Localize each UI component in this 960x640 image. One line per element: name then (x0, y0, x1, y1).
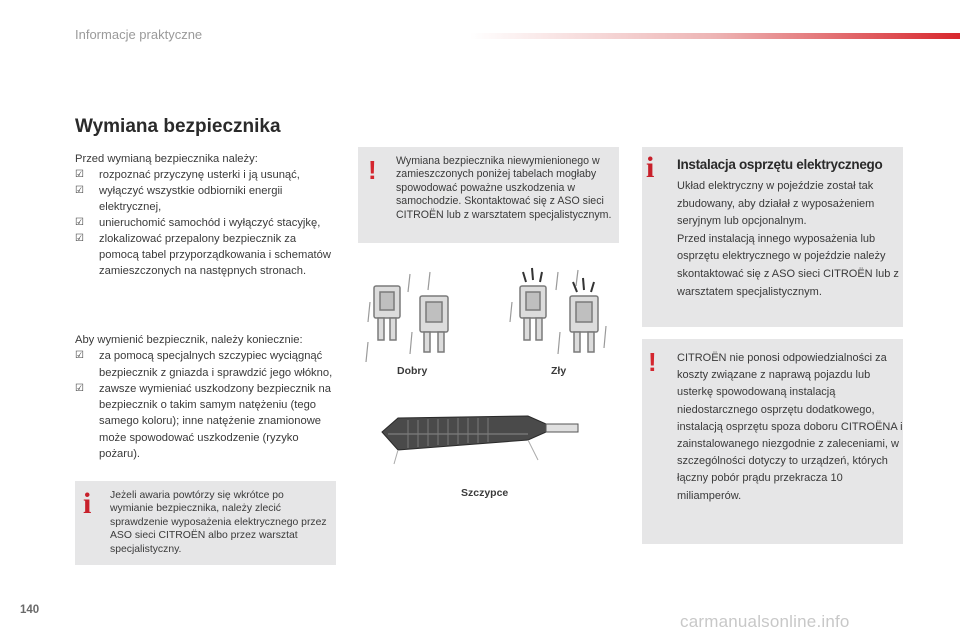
page-number: 140 (20, 604, 40, 616)
info-box-text: Jeżeli awaria powtórzy się wkrótce po wymianie bezpiecznika, należy zlecić sprawdzenie wyposażenia elektrycznego przez ASO sieci CITROËN albo przez warsztat specjalistyczny. (110, 490, 327, 555)
checkbox-bullet-icon: ☑ (75, 350, 84, 362)
list-item: ☑ zawsze wymieniać uszkodzony bezpiecznik na bezpiecznik o takim samym natężeniu (tego samego koloru); inne natężenie znamionowe może spowodować uszkodzenie (ryzyko pożaru). (75, 382, 331, 461)
replace-lead: Aby wymienić bezpiecznik, należy koniecznie: (75, 334, 303, 346)
info-icon: i (646, 151, 655, 184)
liability-text: CITROËN nie ponosi odpowiedzialności za koszty związane z naprawą pojazdu lub usterkę spowodowaną instalacją niedostarcznego osprzętu dodatkowego, instalacją osprzętu spoza doboru CITROËNA i zainstalowanego niezgodnie z zaleceniami, w szczególności dotyczy to urządzeń, których łączny pobór prądu przekracza 10 miliamperów. (677, 352, 903, 502)
bad-label: Zły (551, 365, 567, 377)
bad-fuse-1 (520, 286, 546, 340)
good-fuse-2 (420, 296, 448, 352)
checkbox-bullet-icon: ☑ (75, 217, 84, 228)
replace-list (75, 348, 337, 462)
checkbox-bullet-icon: ☑ (75, 382, 84, 394)
warning-box (358, 147, 619, 243)
installation-text: Układ elektryczny w pojeździe został tak zbudowany, aby działał z wyposażeniem seryjnym lub opcjonalnym. Przed instalacją innego wyposażenia lub osprzętu elektrycznego w pojeździe należy skontaktować się z ASO sieci CITROËN lub z warsztatem specjalistycznym. (677, 180, 899, 298)
tool-label: Szczypce (461, 487, 509, 499)
warning-box-text: Wymiana bezpiecznika niewymienionego w zamieszczonych poniżej tabelach mogłaby spowodować poważne uszkodzenia w samochodzie. Skontaktować się z ASO sieci CITROËN lub z warsztatem specjalistycznym. (396, 155, 612, 221)
good-label: Dobry (397, 365, 428, 377)
list-item: ☑ unieruchomić samochód i wyłączyć stacyjkę, (75, 217, 321, 229)
bad-fuse-2 (570, 296, 598, 352)
replace-section (75, 332, 337, 462)
installation-title: Instalacja osprzętu elektrycznego (677, 157, 883, 172)
intro-lead: Przed wymianą bezpiecznika należy: (75, 153, 258, 165)
section-title: Informacje praktyczne (75, 27, 203, 42)
warning-icon: ! (368, 155, 377, 185)
warning-icon: ! (648, 347, 657, 377)
page-title: Wymiana bezpiecznika (75, 116, 281, 137)
intro-section (75, 151, 335, 279)
list-item: ☑ rozpoznać przyczynę usterki i ją usunąć, (75, 169, 300, 181)
list-item: ☑ za pomocą specjalnych szczypiec wyciągnąć bezpiecznik z gniazda i sprawdzić jego włókno, (75, 350, 333, 379)
intro-list (75, 167, 335, 279)
tweezers-illustration (378, 402, 583, 472)
watermark: carmanualsonline.info (680, 612, 850, 631)
list-item: ☑ zlokalizować przepalony bezpiecznik za pomocą tabel przyporządkowania i schematów zamieszczonych na następnych stronach. (75, 233, 331, 277)
checkbox-bullet-icon: ☑ (75, 185, 84, 196)
good-fuse-1 (374, 286, 400, 340)
checkbox-bullet-icon: ☑ (75, 169, 84, 180)
info-box (75, 481, 336, 565)
info-icon: i (83, 487, 92, 520)
checkbox-bullet-icon: ☑ (75, 233, 84, 244)
header-accent-bar (470, 33, 960, 39)
fuse-illustration (360, 262, 620, 372)
list-item: ☑ wyłączyć wszystkie odbiorniki energii elektrycznej, (75, 185, 283, 213)
